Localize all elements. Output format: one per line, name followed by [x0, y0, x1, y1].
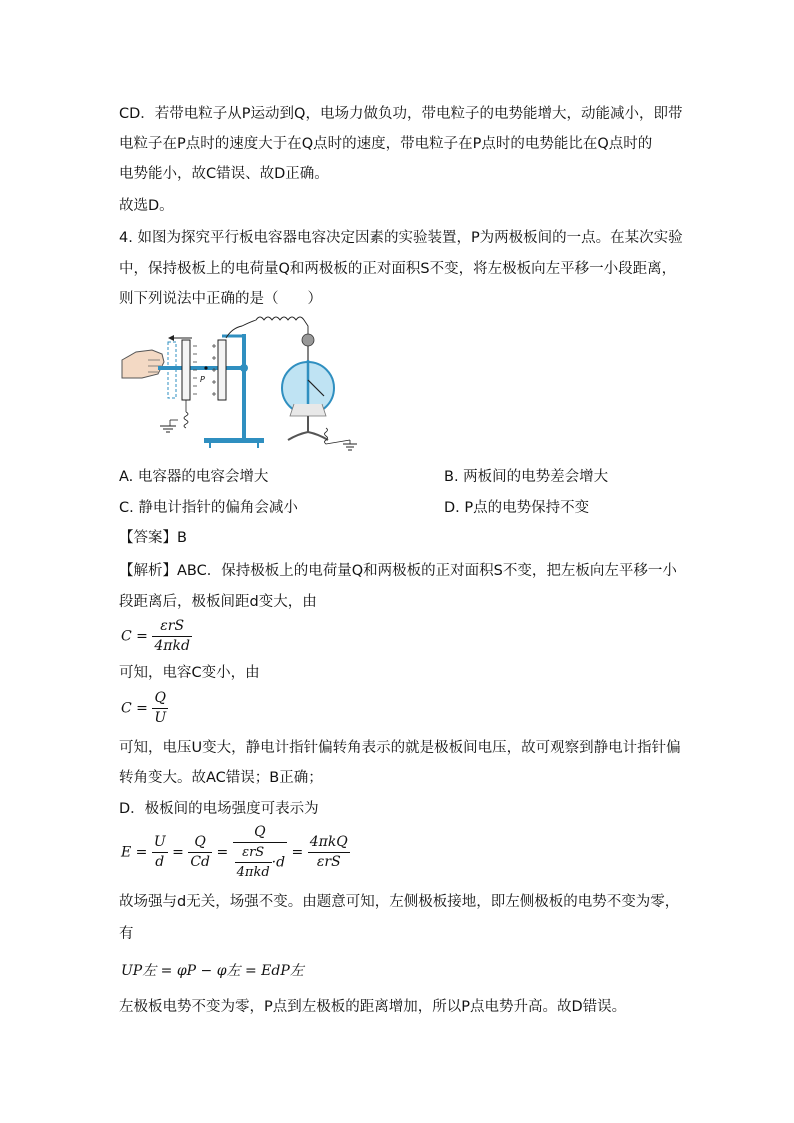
fraction-compound: Q $\frac{\text{εrS}}{\text{4πkd}}$ ·d: [233, 824, 287, 881]
numerator: εrS: [152, 618, 192, 637]
denominator: 4πkd: [154, 638, 190, 654]
question-line-1: 4. 如图为探究平行板电容器电容决定因素的实验装置，P为两极板间的一点。在某次实验: [119, 230, 683, 246]
fraction-final: $\frac{\text{4πkQ}}{\text{εrS}}$: [309, 834, 348, 870]
analysis-line-2: 段距离后，极板间距d变大，由: [119, 594, 317, 610]
text-line-3: 电势能小，故C错误、故D正确。: [119, 166, 329, 182]
formula-potential-difference: UP左 = φP − φ左 = EdP左: [121, 963, 304, 979]
option-a: A. 电容器的电容会增大: [119, 469, 269, 485]
analysis-line-8: 有: [119, 926, 134, 942]
fraction-q-cd: $\frac{Q}{Cd}$: [190, 834, 210, 870]
fraction-u-d: $\frac{U}{d}$: [153, 834, 166, 870]
fraction: [152, 618, 192, 655]
analysis-line-9: 左极板电势不变为零，P点到左极板的距离增加，所以P点电势升高。故D错误。: [119, 999, 627, 1015]
denominator: U: [154, 710, 167, 726]
formula-lhs: C =: [121, 628, 148, 645]
formula-lhs: C =: [121, 700, 148, 717]
capacitor-apparatus-figure: [118, 316, 363, 451]
option-d: D. P点的电势保持不变: [444, 500, 590, 516]
option-b: B. 两板间的电势差会增大: [444, 469, 609, 485]
question-line-3: 则下列说法中正确的是（ ）: [119, 291, 322, 307]
analysis-line-1: 【解析】ABC．保持极板上的电荷量Q和两极板的正对面积S不变，把左板向左平移一小: [119, 563, 677, 579]
fraction: [152, 690, 168, 727]
analysis-line-5: 转角变大。故AC错误；B正确；: [119, 770, 323, 786]
text-line-2: 电粒子在P点时的速度大于在Q点时的速度，带电粒子在P点时的电势能比在Q点时的: [119, 136, 653, 152]
text-line-1: CD．若带电粒子从P运动到Q，电场力做负功，带电粒子的电势能增大，动能减小，即带: [119, 106, 683, 122]
question-line-2: 中，保持极板上的电荷量Q和两极板的正对面积S不变，将左极板向左平移一小段距离，: [119, 261, 677, 277]
formula-capacitance-1: [121, 618, 192, 655]
analysis-line-7: 故场强与d无关，场强不变。由题意可知，左侧极板接地，即左侧极板的电势不变为零，: [119, 894, 680, 910]
point-p-label: P: [200, 375, 205, 384]
analysis-line-6: D．极板间的电场强度可表示为: [119, 801, 319, 817]
numerator: Q: [152, 690, 168, 709]
formula-field-strength: E = $\frac{U}{d}$ = $\frac{Q}{Cd}$ = Q $\frac{\text{εrS}}{\text{4πkd}}$ ·d = $\frac{\text{4πkQ}}{\text{εrS}}$: [121, 824, 348, 880]
answer-line: 【答案】B: [119, 530, 187, 546]
text-line-4: 故选D。: [119, 198, 174, 214]
analysis-line-4: 可知，电压U变大，静电计指针偏转角表示的就是极板间电压，故可观察到静电计指针偏: [119, 740, 681, 756]
analysis-line-3: 可知，电容C变小，由: [119, 665, 260, 681]
formula-lhs: E =: [121, 844, 148, 861]
option-c: C. 静电计指针的偏角会减小: [119, 500, 298, 516]
formula-capacitance-2: [121, 690, 168, 727]
